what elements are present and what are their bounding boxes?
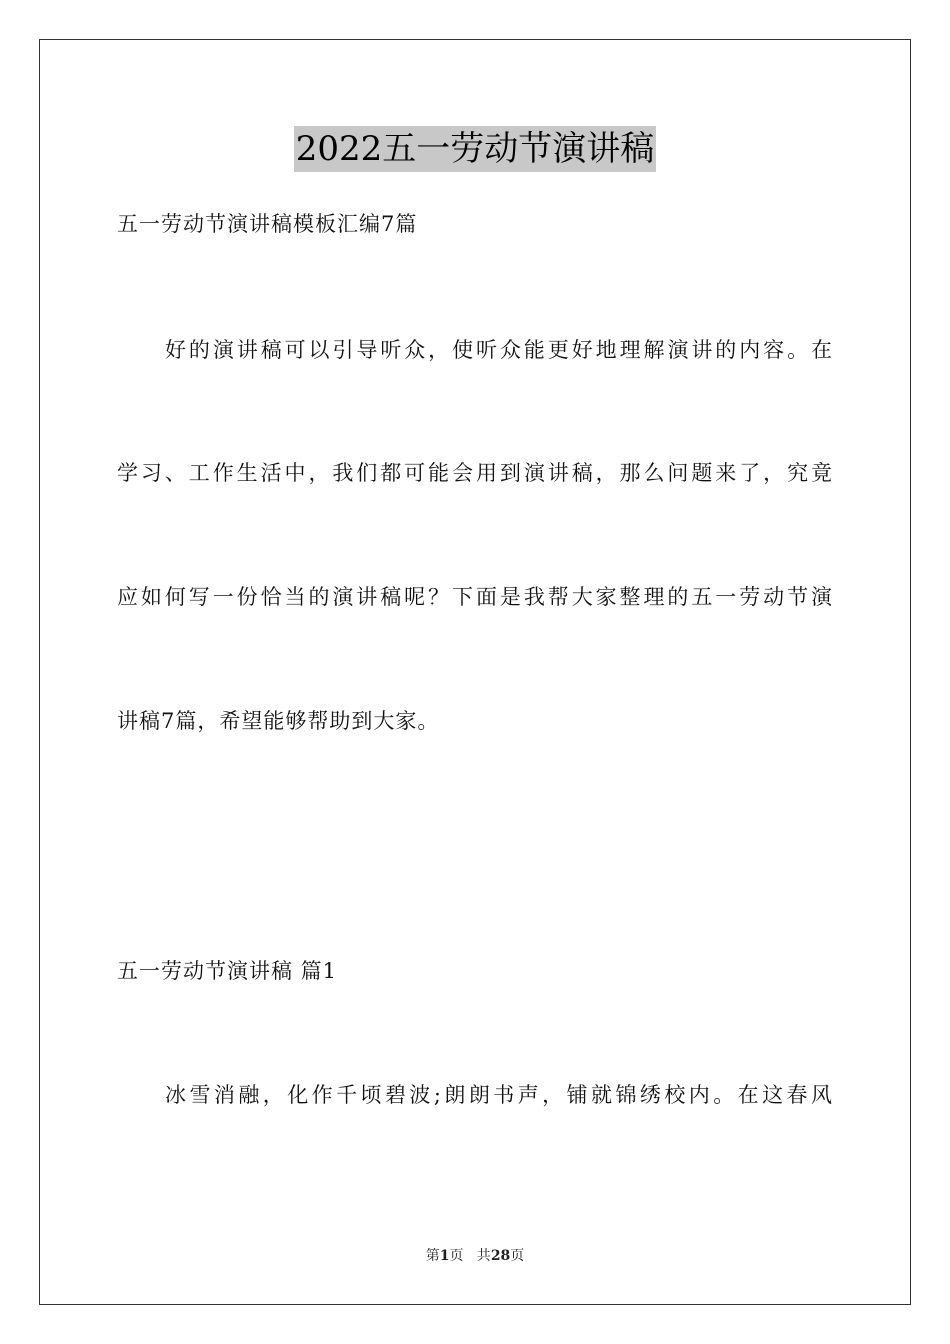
footer-prefix: 第 [425,1248,440,1264]
page-footer [0,1246,950,1266]
footer-mid: 页 共 [449,1248,491,1264]
document-title: 2022五一劳动节演讲稿 [294,126,657,172]
title-container [0,126,950,172]
document-subtitle: 五一劳动节演讲稿模板汇编7篇 [117,212,418,236]
footer-suffix: 页 [510,1248,525,1264]
intro-line-4: 讲稿7篇，希望能够帮助到大家。 [117,709,440,733]
footer-total-pages: 28 [490,1248,511,1264]
intro-line-3: 应如何写一份恰当的演讲稿呢？下面是我帮大家整理的五一劳动节演 [117,585,833,609]
section-first-line: 冰雪消融，化作千顷碧波;朗朗书声，铺就锦绣校内。在这春风 [165,1083,833,1107]
intro-line-1: 好的演讲稿可以引导听众，使听众能更好地理解演讲的内容。在 [165,338,833,362]
intro-line-2: 学习、工作生活中，我们都可能会用到演讲稿，那么问题来了，究竟 [117,461,833,485]
footer-page-number: 1 [439,1248,450,1264]
section-heading: 五一劳动节演讲稿 篇1 [117,959,338,983]
